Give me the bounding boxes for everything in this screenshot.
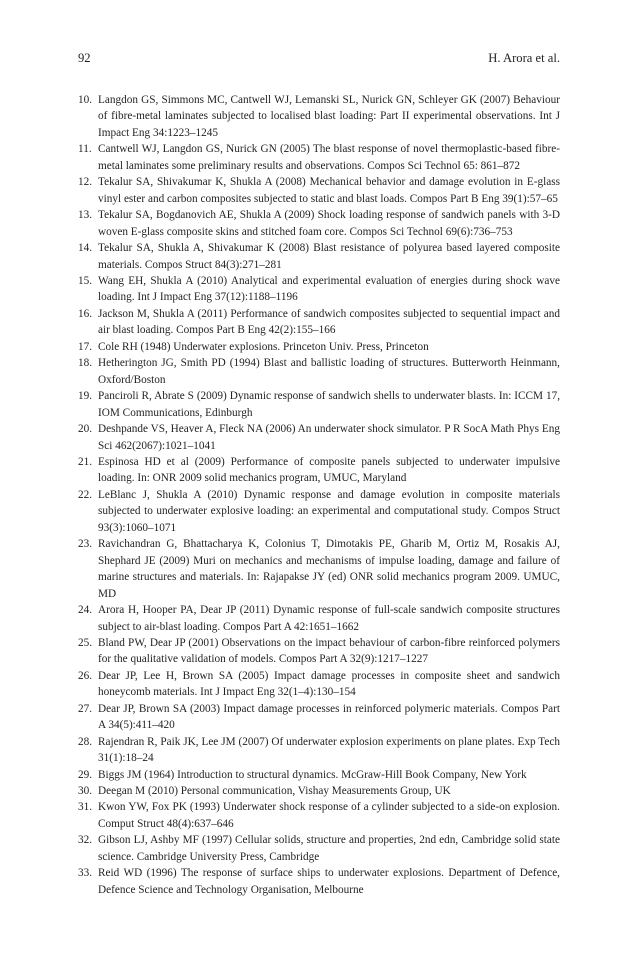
reference-number: 25. bbox=[78, 636, 93, 649]
reference-item bbox=[78, 339, 560, 355]
reference-text: Jackson M, Shukla A (2011) Performance of sandwich composites subjected to sequential impact and air blast loading. Compos Part B Eng 42(2):155–166 bbox=[98, 307, 560, 337]
reference-text: Biggs JM (1964) Introduction to structural dynamics. McGraw-Hill Book Company, New York bbox=[98, 768, 527, 781]
reference-item bbox=[78, 92, 560, 141]
reference-text: Cole RH (1948) Underwater explosions. Princeton Univ. Press, Princeton bbox=[98, 340, 429, 353]
running-author: H. Arora et al. bbox=[488, 51, 560, 65]
reference-text: Hetherington JG, Smith PD (1994) Blast and ballistic loading of structures. Butterworth Heinmann, Oxford/Boston bbox=[98, 357, 560, 386]
reference-text: Dear JP, Lee H, Brown SA (2005) Impact damage processes in composite sheet and sandwich honeycomb materials. Int J Impact Eng 32(1–4):130–154 bbox=[98, 669, 560, 699]
reference-item bbox=[78, 421, 560, 454]
reference-number: 27. bbox=[78, 702, 93, 715]
reference-item bbox=[78, 668, 560, 701]
reference-text: Cantwell WJ, Langdon GS, Nurick GN (2005) The blast response of novel thermoplastic-based fibre-metal laminates some preliminary results and observations. Compos Sci Technol 65: 861–872 bbox=[98, 143, 560, 172]
reference-number: 14. bbox=[78, 242, 93, 255]
reference-text: Wang EH, Shukla A (2010) Analytical and experimental evaluation of energies during shock wave loading. Int J Impact Eng 37(12):1188–1196 bbox=[98, 274, 560, 304]
reference-text: Espinosa HD et al (2009) Performance of composite panels subjected to underwater impulsive loading. In: ONR 2009 solid mechanics program, UMUC, Maryland bbox=[98, 455, 560, 485]
reference-item bbox=[78, 487, 560, 536]
reference-number: 11. bbox=[78, 143, 92, 156]
reference-item bbox=[78, 635, 560, 668]
reference-item bbox=[78, 865, 560, 898]
reference-number: 20. bbox=[78, 423, 93, 436]
reference-list bbox=[78, 92, 560, 898]
reference-number: 16. bbox=[78, 307, 93, 320]
reference-number: 24. bbox=[78, 604, 93, 617]
reference-item bbox=[78, 240, 560, 273]
reference-number: 33. bbox=[78, 867, 93, 880]
reference-text: Rajendran R, Paik JK, Lee JM (2007) Of underwater explosion experiments on plane plates. Exp Tech 31(1):18–24 bbox=[98, 735, 560, 765]
reference-number: 12. bbox=[78, 176, 93, 189]
reference-item bbox=[78, 454, 560, 487]
reference-text: Ravichandran G, Bhattacharya K, Colonius T, Dimotakis PE, Gharib M, Ortiz M, Rosakis AJ, Shephard JE (2009) Muri on mechanics and mechanisms of impulse loading, damage and failure of marine structures and materials. In: Rajapakse JY (ed) ONR solid mechanics program 2009. UMUC, MD bbox=[98, 538, 560, 600]
page-number: 92 bbox=[78, 51, 91, 65]
reference-number: 29. bbox=[78, 768, 93, 781]
reference-number: 28. bbox=[78, 735, 93, 748]
reference-item bbox=[78, 602, 560, 635]
reference-item bbox=[78, 783, 560, 799]
reference-item bbox=[78, 174, 560, 207]
reference-item bbox=[78, 306, 560, 339]
reference-number: 15. bbox=[78, 274, 93, 287]
reference-item bbox=[78, 141, 560, 174]
reference-item bbox=[78, 355, 560, 388]
reference-text: Tekalur SA, Shivakumar K, Shukla A (2008) Mechanical behavior and damage evolution in E-glass vinyl ester and carbon composites subjected to static and blast loads. Compos Part B Eng 39(1):57–65 bbox=[98, 176, 560, 205]
reference-number: 21. bbox=[78, 455, 93, 468]
reference-item bbox=[78, 207, 560, 240]
reference-text: Langdon GS, Simmons MC, Cantwell WJ, Lemanski SL, Nurick GN, Schleyer GK (2007) Behaviour of fibre-metal laminates subjected to localised blast loading: Part II experimental observations. Int J Impact Eng 34:1223–1245 bbox=[98, 94, 560, 139]
reference-number: 18. bbox=[78, 357, 93, 370]
reference-item bbox=[78, 734, 560, 767]
reference-number: 22. bbox=[78, 488, 93, 501]
reference-number: 19. bbox=[78, 390, 93, 403]
running-header bbox=[78, 50, 560, 66]
reference-text: Kwon YW, Fox PK (1993) Underwater shock response of a cylinder subjected to a side-on explosion. Comput Struct 48(4):637–646 bbox=[98, 801, 560, 830]
reference-number: 13. bbox=[78, 209, 93, 222]
reference-text: Tekalur SA, Shukla A, Shivakumar K (2008) Blast resistance of polyurea based layered composite materials. Compos Struct 84(3):271–281 bbox=[98, 242, 560, 271]
reference-number: 30. bbox=[78, 785, 93, 798]
reference-text: Deegan M (2010) Personal communication, Vishay Measurements Group, UK bbox=[98, 785, 451, 798]
reference-number: 32. bbox=[78, 834, 93, 847]
reference-number: 26. bbox=[78, 669, 93, 682]
reference-text: Reid WD (1996) The response of surface ships to underwater explosions. Department of Defence, Defence Science and Technology Organisation, Melbourne bbox=[98, 867, 560, 896]
reference-text: Arora H, Hooper PA, Dear JP (2011) Dynamic response of full-scale sandwich composite structures subject to air-blast loading. Compos Part A 42:1651–1662 bbox=[98, 604, 560, 633]
reference-item bbox=[78, 799, 560, 832]
reference-text: Tekalur SA, Bogdanovich AE, Shukla A (2009) Shock loading response of sandwich panels with 3-D woven E-glass composite skins and stitched foam core. Compos Sci Technol 69(6):736–753 bbox=[98, 209, 560, 238]
reference-text: Bland PW, Dear JP (2001) Observations on the impact behaviour of carbon-fibre reinforced polymers for the qualitative validation of models. Compos Part A 32(9):1217–1227 bbox=[98, 636, 560, 666]
reference-text: Panciroli R, Abrate S (2009) Dynamic response of sandwich shells to underwater blasts. In: ICCM 17, IOM Communications, Edinburgh bbox=[98, 390, 560, 419]
reference-number: 10. bbox=[78, 94, 93, 106]
reference-item bbox=[78, 388, 560, 421]
reference-number: 31. bbox=[78, 801, 93, 814]
reference-text: Gibson LJ, Ashby MF (1997) Cellular solids, structure and properties, 2nd edn, Cambridge solid state science. Cambridge University Press, Cambridge bbox=[98, 834, 560, 863]
reference-item bbox=[78, 832, 560, 865]
reference-item bbox=[78, 273, 560, 306]
reference-item bbox=[78, 701, 560, 734]
reference-text: Dear JP, Brown SA (2003) Impact damage processes in reinforced polymeric materials. Compos Part A 34(5):411–420 bbox=[98, 702, 560, 732]
reference-text: LeBlanc J, Shukla A (2010) Dynamic response and damage evolution in composite materials subjected to underwater explosive loading: an experimental and computational study. Compos Struct 93(3):1060–1071 bbox=[98, 488, 560, 534]
reference-number: 17. bbox=[78, 340, 93, 353]
reference-item bbox=[78, 536, 560, 602]
reference-item bbox=[78, 767, 560, 783]
reference-number: 23. bbox=[78, 538, 93, 551]
reference-text: Deshpande VS, Heaver A, Fleck NA (2006) An underwater shock simulator. P R SocA Math Phys Eng Sci 462(2067):1021–1041 bbox=[98, 423, 560, 452]
